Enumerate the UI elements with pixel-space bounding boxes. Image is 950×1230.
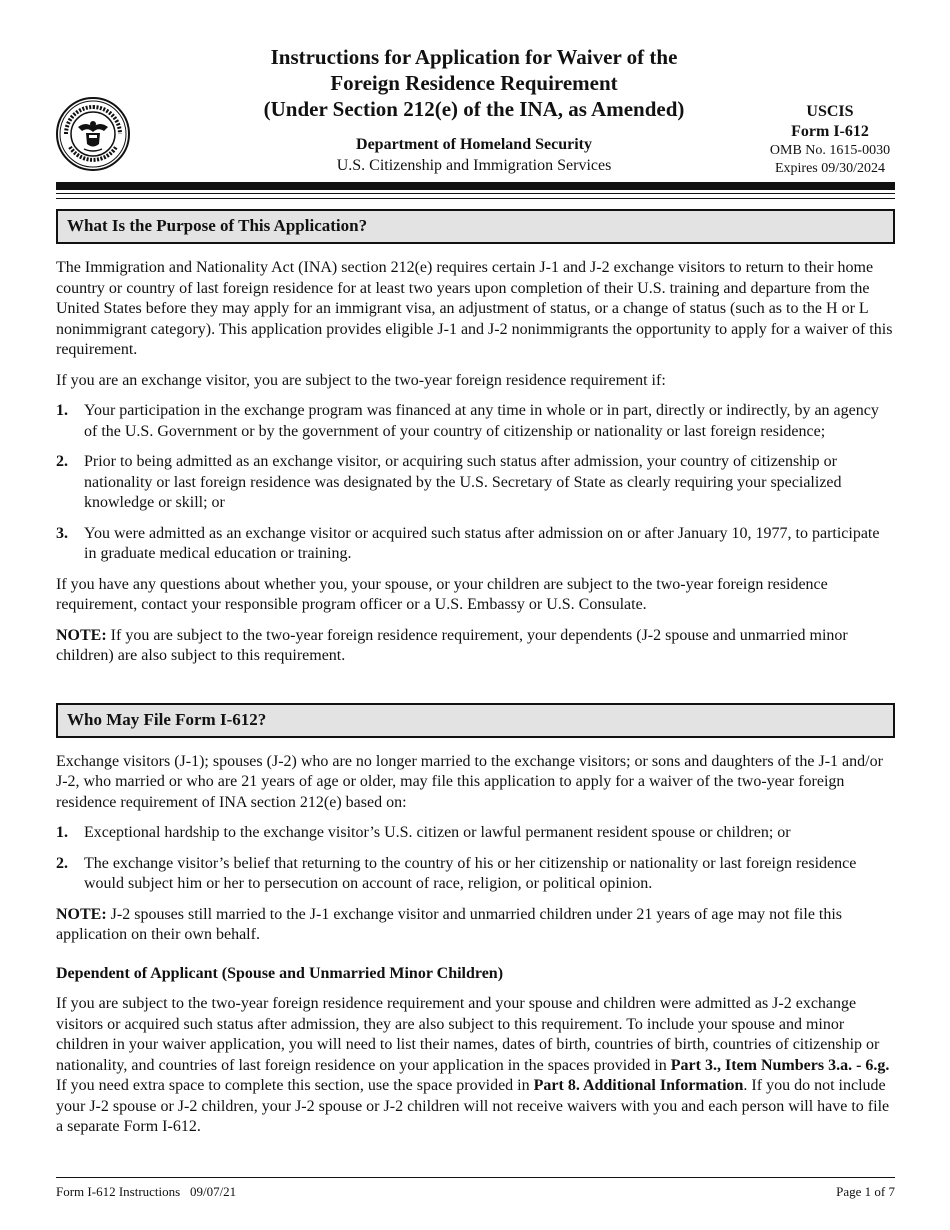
purpose-intro: The Immigration and Nationality Act (INA) section 212(e) requires certain J-1 and J-2 exchange visitors to return to their home country or country of last foreign residence for at least two years upon completion of their U.S. training and departure from the United States before they may apply for an immigrant visa, an adjustment of status, or a change of status (such as to the H or L nonimmigrant category). This application provides eligible J-1 and J-2 nonimmigrants the opportunity to apply for a waiver of this requirement. xyxy=(56,259,893,358)
agency-abbr: USCIS xyxy=(806,103,854,120)
list-number: 2. xyxy=(56,854,68,872)
questions-paragraph: If you have any questions about whether you, your spouse, or your children are subject to the two-year foreign residence requirement, contact your responsible program officer or a U.S. Embassy or U.S. Consulate. xyxy=(56,575,828,613)
list-text: Your participation in the exchange program was financed at any time in whole or in part, directly or indirectly, by an agency of the U.S. Government or by the government of your country of citizenship or nationality or last foreign residence; xyxy=(84,402,879,440)
purpose-lead: If you are an exchange visitor, you are subject to the two-year foreign residence requirement if: xyxy=(56,371,666,389)
form-number: Form I-612 xyxy=(791,123,869,140)
expiration-date: Expires 09/30/2024 xyxy=(774,161,886,176)
page-number: Page 1 of 7 xyxy=(836,1184,895,1199)
subheading-dependents: Dependent of Applicant (Spouse and Unmarried Minor Children) xyxy=(56,964,504,982)
list-item xyxy=(56,823,895,844)
list-number: 1. xyxy=(56,402,68,419)
list-item xyxy=(56,854,895,895)
who-may-file-intro: Exchange visitors (J-1); spouses (J-2) who are no longer married to the exchange visitors; or sons and daughters of the J-1 and/or J-2, who married or who are 21 years of age or older, may file this application to apply for a waiver of the two-year foreign residence requirement of INA section 212(e) based on: xyxy=(56,752,883,811)
list-item xyxy=(56,401,895,442)
note-paragraph xyxy=(56,626,895,667)
omb-number: OMB No. 1615-0030 xyxy=(769,143,891,158)
dependents-text: If you are subject to the two-year foreign residence requirement and your spouse and children were admitted as J-2 exchange visitors or acquired such status after admission, they are also subject to this requirement. To include your spouse and minor children in your waiver application, you will need to list their names, dates of birth, countries of birth, countries of citizenship or nationality, and countries of last foreign residence on your application in the spaces provided in xyxy=(56,995,880,1074)
department-name: Department of Homeland Security xyxy=(356,136,592,153)
header-rule-thick xyxy=(56,182,895,190)
dependents-text: If you need extra space to complete this section, use the space provided in xyxy=(56,1077,534,1094)
list-text: Exceptional hardship to the exchange visitor’s U.S. citizen or lawful permanent resident spouse or children; or xyxy=(84,824,791,841)
list-item xyxy=(56,524,895,565)
note-label: NOTE: xyxy=(56,626,107,644)
section-heading-purpose: What Is the Purpose of This Application? xyxy=(56,209,895,244)
note-text: If you are subject to the two-year foreign residence requirement, your dependents (J-2 spouse and unmarried minor children) are also subject to this requirement. xyxy=(56,626,848,664)
dependents-paragraph xyxy=(56,994,895,1138)
list-number: 2. xyxy=(56,453,68,470)
section-heading-who-may-file: Who May File Form I-612? xyxy=(56,703,895,738)
note-paragraph xyxy=(56,905,895,946)
list-text: You were admitted as an exchange visitor or acquired such status after admission on or after January 10, 1977, to participate in graduate medical education or training. xyxy=(84,524,880,562)
dhs-seal-icon xyxy=(56,97,130,171)
note-label: NOTE: xyxy=(56,905,107,923)
list-text: The exchange visitor’s belief that returning to the country of his or her citizenship or nationality or last foreign residence would subject him or her to persecution on account of race, religion, or political opinion. xyxy=(84,854,857,892)
agency-name: U.S. Citizenship and Immigration Services xyxy=(336,157,612,174)
document-body xyxy=(56,209,895,1138)
header-rule-thin xyxy=(56,198,895,199)
footer-form-info: Form I-612 Instructions 09/07/21 xyxy=(56,1184,237,1199)
dependents-bold-ref: Part 3., Item Numbers 3.a. - 6.g. xyxy=(670,1056,890,1074)
note-text: J-2 spouses still married to the J-1 exchange visitor and unmarried children under 21 years of age may not file this application on their own behalf. xyxy=(56,905,843,943)
dependents-text: . If you do not include your J-2 spouse or J-2 children, your J-2 spouse or J-2 children will not receive waivers with you and each person will have to file a separate Form I-612. xyxy=(56,1077,890,1135)
title-line-1: Instructions for Application for Waiver of the xyxy=(270,45,678,69)
page-footer xyxy=(56,1184,895,1200)
footer-rule xyxy=(56,1177,895,1178)
list-text: Prior to being admitted as an exchange visitor, or acquiring such status after admission, your country of citizenship or nationality or last foreign residence was designated by the U.S. Secretary of State as clearly requiring your specialized knowledge or skill; or xyxy=(84,453,842,511)
form-identifier xyxy=(765,102,895,178)
header-rule-thin xyxy=(56,193,895,194)
document-header xyxy=(56,0,895,182)
title-line-2: Foreign Residence Requirement xyxy=(330,71,618,95)
dependents-bold-ref: Part 8. Additional Information xyxy=(533,1077,744,1094)
title-block xyxy=(206,44,742,176)
list-number: 1. xyxy=(56,824,68,841)
list-item xyxy=(56,452,895,514)
title-line-3: (Under Section 212(e) of the INA, as Amended) xyxy=(263,97,685,121)
list-number: 3. xyxy=(56,524,68,542)
